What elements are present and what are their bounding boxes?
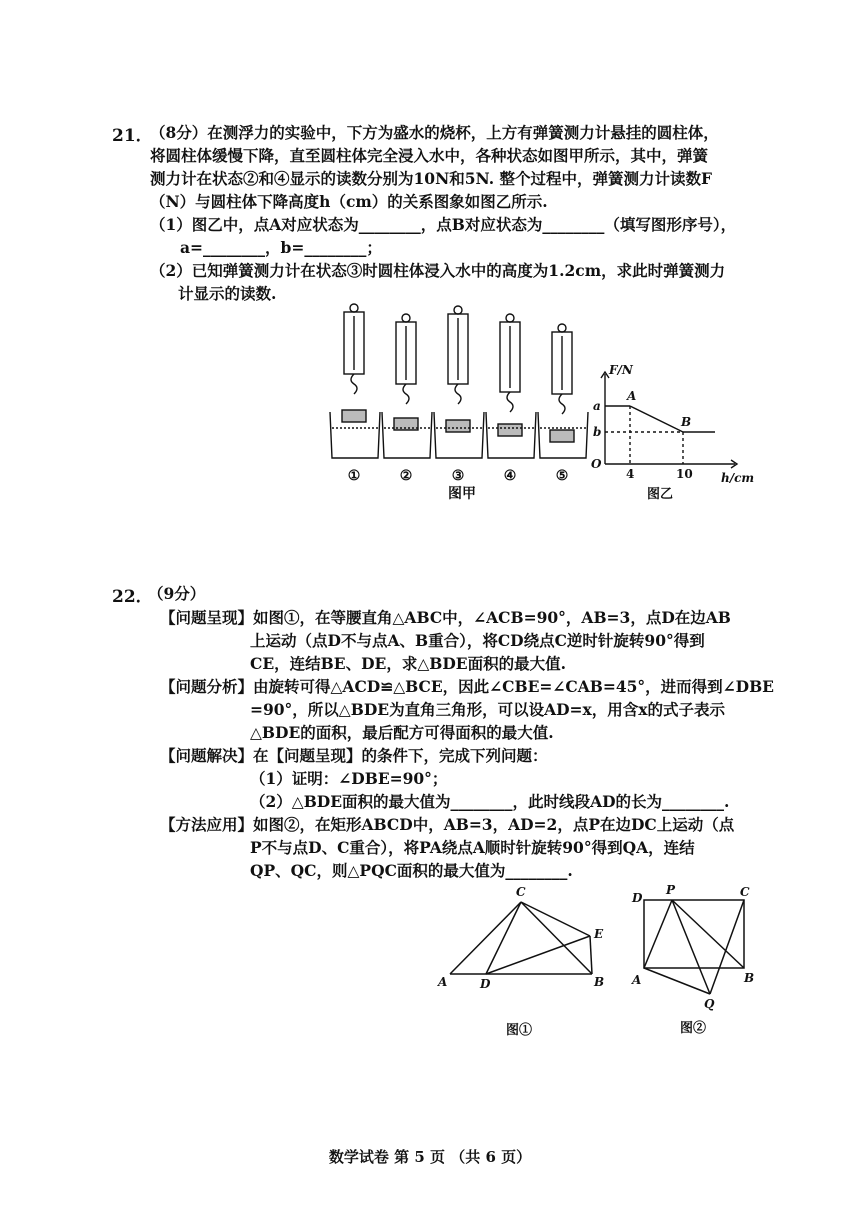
graph-a-label: a bbox=[593, 399, 601, 413]
graph-origin: O bbox=[591, 457, 602, 471]
q22-line-5: =90°，所以△BDE为直角三角形，可以设AD=x，用含x的式子表示 bbox=[250, 700, 726, 719]
q21-line-4: （N）与圆柱体下降高度h（cm）的关系图象如图乙所示. bbox=[150, 192, 548, 211]
fig1-label-D: D bbox=[480, 977, 491, 991]
state-5-apparatus bbox=[538, 324, 588, 458]
graph-point-B: B bbox=[681, 415, 692, 429]
figure-yi-caption: 图乙 bbox=[647, 487, 674, 500]
state-label-3: ③ bbox=[451, 468, 465, 484]
q21-part2-line: （2）已知弹簧测力计在状态③时圆柱体浸入水中的高度为1.2cm，求此时弹簧测力 bbox=[150, 261, 726, 280]
q22-line-12: QP、QC，则△PQC面积的最大值为________. bbox=[250, 861, 573, 880]
fig1-caption: 图① bbox=[506, 1023, 533, 1038]
fig2-label-A: A bbox=[632, 973, 642, 987]
q22-line-8: （1）证明：∠DBE=90°； bbox=[250, 769, 448, 788]
q21-part1-line: （1）图乙中，点A对应状态为________，点B对应状态为________（填写图形序号）， bbox=[150, 215, 737, 234]
graph-b-label: b bbox=[593, 425, 602, 439]
segment-AB bbox=[630, 406, 683, 432]
figure-yi-graph bbox=[585, 360, 760, 500]
graph-xlabel: h/cm bbox=[721, 471, 755, 485]
fig2-label-D: D bbox=[632, 891, 643, 905]
q21-number: 21． bbox=[112, 126, 153, 146]
state-label-1: ① bbox=[347, 468, 361, 484]
fig1-label-B: B bbox=[594, 975, 605, 989]
q22-line-10: 【方法应用】如图②，在矩形ABCD中，AB=3，AD=2，点P在边DC上运动（点 bbox=[160, 815, 735, 834]
figure-2 bbox=[626, 880, 766, 1040]
graph-ylabel: F/N bbox=[609, 363, 633, 377]
state-label-4: ④ bbox=[503, 468, 517, 484]
fig1-label-C: C bbox=[516, 885, 526, 899]
q22-line-6: △BDE的面积，最后配方可得面积的最大值. bbox=[250, 723, 554, 742]
state-1-apparatus bbox=[330, 304, 380, 458]
graph-tick-4: 4 bbox=[626, 467, 635, 481]
q21-part2-line-2: 计显示的读数. bbox=[178, 284, 277, 303]
q22-line-9: （2）△BDE面积的最大值为________，此时线段AD的长为________. bbox=[250, 792, 730, 811]
graph-point-A: A bbox=[627, 389, 637, 403]
q22-line-2: 上运动（点D不与点A、B重合），将CD绕点C逆时针旋转90°得到 bbox=[250, 631, 705, 650]
fig1-label-E: E bbox=[594, 927, 604, 941]
q22-line-3: CE，连结BE、DE，求△BDE面积的最大值. bbox=[250, 654, 566, 673]
q21-part1-answers: a=________，b=________； bbox=[180, 238, 382, 257]
fig2-label-B: B bbox=[744, 971, 755, 985]
q22-line-11: P不与点D、C重合），将PA绕点A顺时针旋转90°得到QA，连结 bbox=[250, 838, 695, 857]
state-2-apparatus bbox=[382, 314, 432, 458]
fig2-label-C: C bbox=[740, 885, 750, 899]
figure-jia bbox=[320, 300, 590, 500]
state-4-apparatus bbox=[486, 314, 536, 458]
state-3-apparatus bbox=[434, 306, 484, 458]
fig2-caption: 图② bbox=[680, 1021, 707, 1036]
q21-line-3: 测力计在状态②和④显示的读数分别为10N和5N. 整个过程中，弹簧测力计读数F bbox=[150, 169, 712, 188]
q22-line-7: 【问题解决】在【问题呈现】的条件下，完成下列问题： bbox=[160, 746, 548, 765]
state-label-5: ⑤ bbox=[555, 468, 569, 484]
q21-line-1: （8分）在测浮力的实验中，下方为盛水的烧杯，上方有弹簧测力计悬挂的圆柱体， bbox=[150, 123, 719, 142]
graph-tick-10: 10 bbox=[676, 467, 693, 481]
q22-line-1: 【问题呈现】如图①，在等腰直角△ABC中，∠ACB=90°，AB=3，点D在边AB bbox=[160, 608, 731, 627]
fig2-label-Q: Q bbox=[704, 997, 715, 1011]
q22-number: 22． bbox=[112, 587, 153, 607]
q22-score: （9分） bbox=[148, 584, 206, 603]
state-label-2: ② bbox=[399, 468, 413, 484]
fig2-label-P: P bbox=[666, 883, 676, 897]
fig1-label-A: A bbox=[438, 975, 448, 989]
figure-jia-caption: 图甲 bbox=[448, 486, 476, 500]
page-footer: 数学试卷 第 5 页 （共 6 页） bbox=[328, 1148, 532, 1166]
q22-line-4: 【问题分析】由旋转可得△ACD≌△BCE，因此∠CBE=∠CAB=45°，进而得到∠DBE bbox=[160, 677, 774, 696]
figure-1 bbox=[430, 880, 620, 1040]
q21-line-2: 将圆柱体缓慢下降，直至圆柱体完全浸入水中，各种状态如图甲所示，其中，弹簧 bbox=[150, 146, 709, 165]
